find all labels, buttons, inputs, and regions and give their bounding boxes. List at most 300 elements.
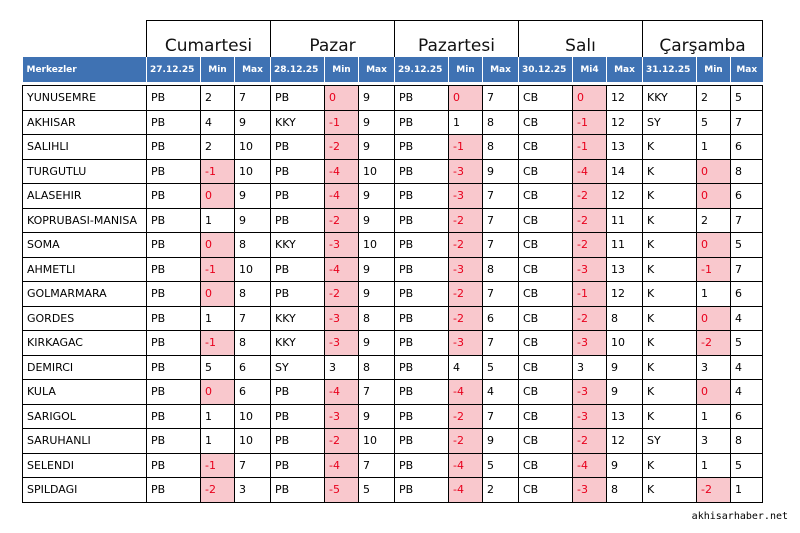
- max-temp-cell: 8: [607, 478, 643, 503]
- table-row: [23, 478, 763, 503]
- table-row: [23, 184, 763, 209]
- min-temp-cell: 1: [449, 110, 483, 135]
- min-temp-cell: 0: [449, 86, 483, 111]
- condition-cell: CB: [519, 453, 573, 478]
- min-temp-cell: -3: [573, 257, 607, 282]
- min-temp-cell: -3: [325, 233, 359, 258]
- min-temp-cell: -4: [325, 453, 359, 478]
- max-temp-cell: 5: [359, 478, 395, 503]
- condition-cell: PB: [271, 282, 325, 307]
- min-temp-cell: 5: [697, 110, 731, 135]
- condition-cell: PB: [395, 404, 449, 429]
- condition-cell: SY: [643, 110, 697, 135]
- max-temp-cell: 1: [731, 478, 763, 503]
- min-temp-cell: 3: [697, 355, 731, 380]
- min-temp-cell: -3: [325, 331, 359, 356]
- min-temp-cell: -4: [325, 257, 359, 282]
- min-temp-cell: -1: [201, 331, 235, 356]
- max-temp-cell: 12: [607, 184, 643, 209]
- min-temp-cell: 0: [697, 159, 731, 184]
- min-header-4: Mi4: [573, 57, 607, 82]
- min-temp-cell: 3: [573, 355, 607, 380]
- condition-cell: KKY: [271, 233, 325, 258]
- day-header-row: [23, 21, 763, 58]
- condition-cell: PB: [147, 429, 201, 454]
- max-temp-cell: 12: [607, 86, 643, 111]
- max-temp-cell: 7: [483, 331, 519, 356]
- min-temp-cell: -1: [573, 135, 607, 160]
- max-temp-cell: 8: [235, 233, 271, 258]
- min-temp-cell: 3: [325, 355, 359, 380]
- min-temp-cell: 1: [697, 404, 731, 429]
- table-row: [23, 355, 763, 380]
- max-temp-cell: 9: [607, 453, 643, 478]
- day-title-5: Çarşamba: [643, 21, 763, 58]
- max-temp-cell: 9: [483, 159, 519, 184]
- min-temp-cell: 1: [201, 208, 235, 233]
- max-temp-cell: 10: [235, 159, 271, 184]
- min-temp-cell: 2: [201, 135, 235, 160]
- max-temp-cell: 8: [483, 110, 519, 135]
- condition-cell: PB: [271, 86, 325, 111]
- min-temp-cell: 0: [573, 86, 607, 111]
- max-temp-cell: 7: [483, 404, 519, 429]
- condition-cell: PB: [395, 184, 449, 209]
- table-row: [23, 208, 763, 233]
- max-header-3: Max: [483, 57, 519, 82]
- condition-cell: CB: [519, 478, 573, 503]
- min-temp-cell: -3: [325, 404, 359, 429]
- condition-cell: PB: [395, 110, 449, 135]
- condition-cell: PB: [271, 429, 325, 454]
- max-temp-cell: 10: [235, 257, 271, 282]
- max-temp-cell: 7: [731, 208, 763, 233]
- max-temp-cell: 7: [483, 86, 519, 111]
- max-temp-cell: 7: [359, 453, 395, 478]
- condition-cell: K: [643, 159, 697, 184]
- min-temp-cell: -2: [449, 404, 483, 429]
- condition-cell: PB: [147, 233, 201, 258]
- min-temp-cell: 0: [697, 380, 731, 405]
- condition-cell: K: [643, 208, 697, 233]
- max-temp-cell: 8: [235, 282, 271, 307]
- max-temp-cell: 7: [483, 233, 519, 258]
- min-temp-cell: 1: [201, 429, 235, 454]
- min-temp-cell: 0: [201, 282, 235, 307]
- min-temp-cell: 1: [697, 135, 731, 160]
- condition-cell: K: [643, 355, 697, 380]
- min-temp-cell: 4: [201, 110, 235, 135]
- min-temp-cell: 1: [201, 404, 235, 429]
- max-temp-cell: 13: [607, 257, 643, 282]
- max-temp-cell: 2: [483, 478, 519, 503]
- table-row: [23, 86, 763, 111]
- max-temp-cell: 8: [731, 159, 763, 184]
- date-header-2: 28.12.25: [271, 57, 325, 82]
- min-temp-cell: -4: [449, 453, 483, 478]
- center-name: SARIGOL: [23, 404, 147, 429]
- center-name: ALASEHIR: [23, 184, 147, 209]
- max-temp-cell: 7: [731, 257, 763, 282]
- center-name: SELENDI: [23, 453, 147, 478]
- condition-cell: CB: [519, 306, 573, 331]
- min-header-3: Min: [449, 57, 483, 82]
- max-temp-cell: 7: [359, 380, 395, 405]
- min-temp-cell: -2: [325, 429, 359, 454]
- condition-cell: PB: [395, 233, 449, 258]
- min-temp-cell: -3: [573, 404, 607, 429]
- min-temp-cell: -2: [573, 233, 607, 258]
- max-temp-cell: 9: [359, 257, 395, 282]
- max-temp-cell: 9: [359, 184, 395, 209]
- min-temp-cell: -2: [573, 429, 607, 454]
- table-row: [23, 233, 763, 258]
- min-header-2: Min: [325, 57, 359, 82]
- max-temp-cell: 10: [359, 159, 395, 184]
- condition-cell: CB: [519, 429, 573, 454]
- min-temp-cell: -1: [201, 257, 235, 282]
- condition-cell: PB: [395, 429, 449, 454]
- max-temp-cell: 12: [607, 282, 643, 307]
- condition-cell: K: [643, 184, 697, 209]
- day-title-1: Cumartesi: [147, 21, 271, 58]
- condition-cell: K: [643, 282, 697, 307]
- min-temp-cell: -5: [325, 478, 359, 503]
- table-row: [23, 282, 763, 307]
- max-temp-cell: 7: [235, 86, 271, 111]
- condition-cell: PB: [395, 331, 449, 356]
- condition-cell: PB: [395, 282, 449, 307]
- max-temp-cell: 10: [607, 331, 643, 356]
- max-temp-cell: 8: [359, 306, 395, 331]
- max-temp-cell: 4: [731, 306, 763, 331]
- column-header-row: [23, 57, 763, 82]
- condition-cell: PB: [147, 355, 201, 380]
- condition-cell: K: [643, 306, 697, 331]
- table-row: [23, 159, 763, 184]
- min-temp-cell: -4: [325, 184, 359, 209]
- max-temp-cell: 10: [235, 135, 271, 160]
- table-row: [23, 429, 763, 454]
- min-temp-cell: -2: [449, 233, 483, 258]
- source-label: akhisarhaber.net: [691, 511, 788, 522]
- max-temp-cell: 6: [731, 184, 763, 209]
- min-temp-cell: 0: [697, 306, 731, 331]
- max-temp-cell: 8: [483, 135, 519, 160]
- forecast-table: [22, 20, 763, 503]
- min-temp-cell: 0: [201, 233, 235, 258]
- max-temp-cell: 5: [731, 331, 763, 356]
- table-row: [23, 135, 763, 160]
- condition-cell: PB: [271, 478, 325, 503]
- center-name: KIRKAGAC: [23, 331, 147, 356]
- center-name: SOMA: [23, 233, 147, 258]
- min-temp-cell: 1: [697, 453, 731, 478]
- condition-cell: K: [643, 135, 697, 160]
- min-header-5: Min: [697, 57, 731, 82]
- day-title-4: Salı: [519, 21, 643, 58]
- min-temp-cell: -1: [325, 110, 359, 135]
- table-row: [23, 306, 763, 331]
- date-header-5: 31.12.25: [643, 57, 697, 82]
- min-temp-cell: -1: [201, 159, 235, 184]
- min-temp-cell: -2: [573, 208, 607, 233]
- max-temp-cell: 12: [607, 110, 643, 135]
- min-temp-cell: -4: [449, 478, 483, 503]
- min-temp-cell: 4: [449, 355, 483, 380]
- min-temp-cell: 2: [697, 208, 731, 233]
- table-row: [23, 110, 763, 135]
- table-row: [23, 404, 763, 429]
- center-name: KOPRUBASI-MANISA: [23, 208, 147, 233]
- max-temp-cell: 10: [235, 404, 271, 429]
- condition-cell: KKY: [643, 86, 697, 111]
- max-temp-cell: 5: [483, 355, 519, 380]
- max-temp-cell: 9: [607, 355, 643, 380]
- max-temp-cell: 9: [607, 380, 643, 405]
- condition-cell: CB: [519, 110, 573, 135]
- max-temp-cell: 7: [235, 453, 271, 478]
- max-temp-cell: 6: [483, 306, 519, 331]
- center-name: AKHISAR: [23, 110, 147, 135]
- max-temp-cell: 9: [359, 86, 395, 111]
- condition-cell: K: [643, 404, 697, 429]
- condition-cell: PB: [147, 306, 201, 331]
- max-temp-cell: 9: [359, 404, 395, 429]
- condition-cell: PB: [147, 159, 201, 184]
- max-temp-cell: 5: [731, 453, 763, 478]
- condition-cell: CB: [519, 282, 573, 307]
- condition-cell: K: [643, 331, 697, 356]
- max-temp-cell: 5: [731, 233, 763, 258]
- min-temp-cell: -2: [325, 208, 359, 233]
- max-temp-cell: 12: [607, 429, 643, 454]
- max-temp-cell: 7: [483, 208, 519, 233]
- min-temp-cell: -2: [325, 282, 359, 307]
- table-row: [23, 257, 763, 282]
- condition-cell: PB: [147, 184, 201, 209]
- max-temp-cell: 4: [731, 380, 763, 405]
- condition-cell: PB: [271, 453, 325, 478]
- min-temp-cell: -1: [697, 257, 731, 282]
- center-name: GOLMARMARA: [23, 282, 147, 307]
- max-header-4: Max: [607, 57, 643, 82]
- condition-cell: PB: [395, 355, 449, 380]
- date-header-3: 29.12.25: [395, 57, 449, 82]
- min-temp-cell: -1: [201, 453, 235, 478]
- condition-cell: PB: [147, 331, 201, 356]
- max-header-2: Max: [359, 57, 395, 82]
- condition-cell: CB: [519, 331, 573, 356]
- condition-cell: KKY: [271, 306, 325, 331]
- min-temp-cell: -2: [449, 306, 483, 331]
- condition-cell: K: [643, 453, 697, 478]
- max-temp-cell: 14: [607, 159, 643, 184]
- max-temp-cell: 9: [235, 110, 271, 135]
- condition-cell: PB: [395, 306, 449, 331]
- table-row: [23, 331, 763, 356]
- center-name: KULA: [23, 380, 147, 405]
- min-temp-cell: 0: [697, 233, 731, 258]
- max-temp-cell: 10: [359, 429, 395, 454]
- center-name: TURGUTLU: [23, 159, 147, 184]
- condition-cell: PB: [271, 184, 325, 209]
- max-temp-cell: 4: [731, 355, 763, 380]
- condition-cell: PB: [395, 257, 449, 282]
- max-temp-cell: 8: [731, 429, 763, 454]
- condition-cell: PB: [271, 208, 325, 233]
- condition-cell: PB: [271, 404, 325, 429]
- max-temp-cell: 3: [235, 478, 271, 503]
- condition-cell: CB: [519, 380, 573, 405]
- min-temp-cell: 1: [201, 306, 235, 331]
- min-temp-cell: -4: [325, 380, 359, 405]
- condition-cell: PB: [395, 86, 449, 111]
- condition-cell: CB: [519, 86, 573, 111]
- condition-cell: PB: [271, 257, 325, 282]
- max-temp-cell: 7: [483, 282, 519, 307]
- condition-cell: K: [643, 257, 697, 282]
- min-temp-cell: 0: [201, 380, 235, 405]
- center-name: YUNUSEMRE: [23, 86, 147, 111]
- condition-cell: K: [643, 233, 697, 258]
- min-temp-cell: -2: [325, 135, 359, 160]
- condition-cell: PB: [147, 110, 201, 135]
- max-temp-cell: 6: [731, 135, 763, 160]
- max-temp-cell: 6: [235, 380, 271, 405]
- center-name: SPILDAGI: [23, 478, 147, 503]
- min-temp-cell: -2: [697, 331, 731, 356]
- condition-cell: CB: [519, 135, 573, 160]
- condition-cell: K: [643, 380, 697, 405]
- condition-cell: CB: [519, 208, 573, 233]
- min-temp-cell: -1: [573, 282, 607, 307]
- min-temp-cell: 2: [697, 86, 731, 111]
- min-temp-cell: 0: [325, 86, 359, 111]
- max-temp-cell: 9: [359, 110, 395, 135]
- min-temp-cell: -4: [449, 380, 483, 405]
- max-temp-cell: 10: [235, 429, 271, 454]
- condition-cell: KKY: [271, 110, 325, 135]
- max-temp-cell: 8: [359, 355, 395, 380]
- min-temp-cell: -3: [449, 159, 483, 184]
- max-temp-cell: 13: [607, 135, 643, 160]
- max-temp-cell: 9: [359, 282, 395, 307]
- condition-cell: CB: [519, 355, 573, 380]
- max-temp-cell: 6: [731, 282, 763, 307]
- min-temp-cell: -2: [573, 184, 607, 209]
- day-title-2: Pazar: [271, 21, 395, 58]
- condition-cell: PB: [147, 257, 201, 282]
- condition-cell: PB: [147, 135, 201, 160]
- min-temp-cell: 0: [201, 184, 235, 209]
- min-temp-cell: -2: [449, 208, 483, 233]
- day-title-3: Pazartesi: [395, 21, 519, 58]
- max-temp-cell: 9: [359, 135, 395, 160]
- condition-cell: SY: [271, 355, 325, 380]
- min-temp-cell: 2: [201, 86, 235, 111]
- condition-cell: PB: [395, 380, 449, 405]
- max-temp-cell: 7: [731, 110, 763, 135]
- condition-cell: PB: [147, 208, 201, 233]
- max-temp-cell: 6: [235, 355, 271, 380]
- condition-cell: CB: [519, 404, 573, 429]
- max-temp-cell: 11: [607, 208, 643, 233]
- center-name: GORDES: [23, 306, 147, 331]
- max-temp-cell: 9: [483, 429, 519, 454]
- max-temp-cell: 9: [235, 208, 271, 233]
- min-temp-cell: 1: [697, 282, 731, 307]
- max-temp-cell: 4: [483, 380, 519, 405]
- condition-cell: PB: [271, 135, 325, 160]
- min-temp-cell: -4: [325, 159, 359, 184]
- max-temp-cell: 9: [359, 208, 395, 233]
- min-temp-cell: 0: [697, 184, 731, 209]
- condition-cell: PB: [395, 135, 449, 160]
- min-temp-cell: 3: [697, 429, 731, 454]
- condition-cell: PB: [395, 159, 449, 184]
- min-temp-cell: -2: [449, 282, 483, 307]
- center-name: AHMETLI: [23, 257, 147, 282]
- condition-cell: PB: [395, 208, 449, 233]
- centers-header: Merkezler: [23, 57, 147, 82]
- max-temp-cell: 7: [483, 184, 519, 209]
- min-temp-cell: -3: [325, 306, 359, 331]
- max-temp-cell: 5: [731, 86, 763, 111]
- forecast-table-wrapper: [22, 20, 763, 503]
- min-temp-cell: -4: [573, 159, 607, 184]
- date-header-4: 30.12.25: [519, 57, 573, 82]
- max-temp-cell: 13: [607, 404, 643, 429]
- condition-cell: PB: [147, 86, 201, 111]
- center-name: SARUHANLI: [23, 429, 147, 454]
- min-temp-cell: -3: [449, 331, 483, 356]
- max-temp-cell: 8: [607, 306, 643, 331]
- condition-cell: PB: [147, 282, 201, 307]
- min-temp-cell: -2: [201, 478, 235, 503]
- min-temp-cell: -3: [449, 184, 483, 209]
- condition-cell: K: [643, 478, 697, 503]
- condition-cell: SY: [643, 429, 697, 454]
- min-temp-cell: -2: [449, 429, 483, 454]
- max-temp-cell: 10: [359, 233, 395, 258]
- max-header-5: Max: [731, 57, 763, 82]
- min-temp-cell: -2: [573, 306, 607, 331]
- condition-cell: CB: [519, 257, 573, 282]
- table-row: [23, 380, 763, 405]
- min-temp-cell: -3: [573, 380, 607, 405]
- max-temp-cell: 9: [359, 331, 395, 356]
- min-temp-cell: 5: [201, 355, 235, 380]
- date-header-1: 27.12.25: [147, 57, 201, 82]
- center-name: DEMIRCI: [23, 355, 147, 380]
- max-temp-cell: 7: [235, 306, 271, 331]
- min-temp-cell: -3: [573, 331, 607, 356]
- max-temp-cell: 8: [483, 257, 519, 282]
- max-temp-cell: 11: [607, 233, 643, 258]
- condition-cell: PB: [147, 453, 201, 478]
- min-header-1: Min: [201, 57, 235, 82]
- min-temp-cell: -1: [573, 110, 607, 135]
- min-temp-cell: -4: [573, 453, 607, 478]
- condition-cell: PB: [147, 380, 201, 405]
- condition-cell: PB: [147, 404, 201, 429]
- condition-cell: PB: [271, 159, 325, 184]
- corner-blank: [23, 21, 147, 58]
- max-header-1: Max: [235, 57, 271, 82]
- condition-cell: PB: [395, 453, 449, 478]
- condition-cell: PB: [147, 478, 201, 503]
